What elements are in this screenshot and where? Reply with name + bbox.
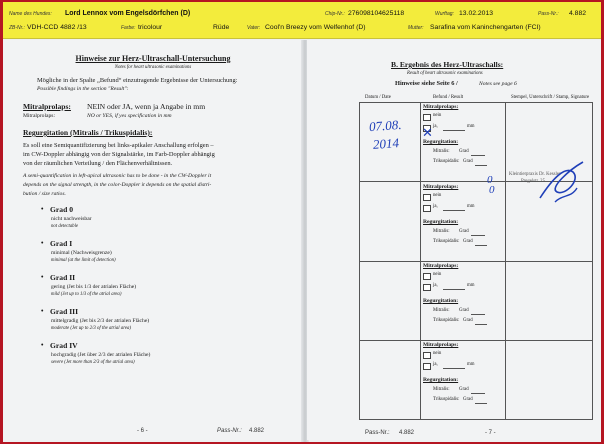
trikuspidalis-label: Trikuspidalis: [433, 318, 460, 323]
grade-name: Grad IV [50, 341, 78, 350]
grade-name: Grad II [50, 273, 76, 282]
mitralis-label: Mitralis: [433, 387, 450, 392]
sire-label: Vater: [247, 25, 261, 31]
regurgitation-label: Regurgitation: [423, 219, 459, 225]
mitral-text: NEIN oder JA, wenn ja Angabe in mm [87, 102, 206, 111]
right-page [307, 40, 601, 440]
regurg-de-1: Es soll eine Semiquantifizierung bei links-apikaler Anschallung erfolgen – [23, 142, 214, 149]
footer-pass-label: Pass-Nr.: [365, 430, 390, 436]
footer-pass-number: 4.882 [399, 430, 415, 436]
mm-input-line [443, 368, 465, 369]
grade-bullet: • [41, 341, 44, 349]
footer-pass-number: 4.882 [249, 428, 265, 434]
trikuspidalis-label: Trikuspidalis: [433, 159, 460, 164]
grade-desc-de: minimal (Nachweisgrenze) [51, 250, 112, 256]
page-number: - 6 - [137, 428, 148, 434]
whelp-label: Wurftag: [435, 11, 454, 17]
passport-document [3, 2, 601, 442]
grade-label: Grad [463, 239, 473, 244]
grade-input-line [475, 324, 487, 325]
grade-desc-en: not detectable [51, 224, 79, 229]
col-header-date: Datum / Date [365, 95, 391, 100]
footer-pass-label: Pass-Nr.: [217, 428, 242, 434]
mitral-prolaps-label: Mitralprolaps: [423, 342, 459, 348]
grade-input-line [475, 245, 487, 246]
col-header-result: Befund / Result [433, 95, 464, 100]
intro-de: Mögliche in der Spalte „Befund“ einzutragende Ergebnisse der Untersuchung: [37, 77, 238, 84]
grade-label: Grad [463, 318, 473, 323]
checkbox-nein[interactable] [423, 352, 431, 359]
grade-desc-en: mild (Jet up to 1/3 of the atrial area) [51, 292, 122, 297]
handwritten-date-day: 07.08. [368, 116, 402, 135]
mm-unit-label: mm [467, 283, 475, 288]
see-page-note: Hinweise siehe Seite 6 / [395, 80, 458, 87]
option-ja-label: ja, [433, 362, 438, 367]
color-value: tricolour [138, 24, 163, 31]
grade-input-line [471, 155, 485, 156]
regurgitation-label: Regurgitation: [423, 298, 459, 304]
dog-name-label: Name des Hundes: [9, 11, 52, 17]
chip-number: 276098104625118 [348, 10, 405, 17]
trikuspidalis-label: Trikuspidalis: [433, 397, 460, 402]
regurg-de-3: von der räumlichen Verteilung / den Flächenverhältnissen. [23, 160, 173, 167]
see-page-note-en: Notes see page 6 [479, 81, 517, 87]
grade-label: Grad [459, 387, 469, 392]
grade-input-line [471, 235, 485, 236]
col-header-stamp: Stempel, Unterschrift / Stamp, Signature [511, 95, 590, 100]
zb-number: VDH-CCD 4882 /13 [27, 24, 87, 31]
grade-input-line [475, 403, 487, 404]
grade-label: Grad [459, 149, 469, 154]
mitral-prolaps-label: Mitralprolaps: [423, 184, 459, 190]
regurgitation-label: Regurgitation: [423, 377, 459, 383]
regurg-heading: Regurgitation (Mitralis / Trikuspidalis): [23, 128, 153, 137]
checkmark-nein: ✕ [422, 125, 433, 140]
regurg-de-2: im CW-Doppler abhängig von der Signalstärke, im Farb-Doppler abhängig [23, 151, 215, 158]
mm-unit-label: mm [467, 124, 475, 129]
handwritten-grade-trikuspidalis: 0 [489, 184, 495, 196]
option-ja-label: ja, [433, 204, 438, 209]
grade-bullet: • [41, 239, 44, 247]
trikuspidalis-label: Trikuspidalis: [433, 239, 460, 244]
page-number: - 7 - [485, 430, 496, 436]
mitral-prolaps-label: Mitralprolaps: [423, 104, 459, 110]
checkbox-ja[interactable] [423, 205, 431, 212]
chip-label: Chip-Nr.: [325, 11, 345, 17]
dam-label: Mutter: [408, 25, 424, 31]
regurg-en-1: A semi-quantification in left-apical ultrasonic has to be done - in the CW-Doppler it [23, 173, 212, 179]
grade-desc-en: severe (Jet more than 2/3 of the atrial area) [51, 360, 135, 365]
dog-info-header [3, 2, 601, 39]
vet-stamp-line2: Pregelstr. 25 [521, 179, 545, 184]
grade-label: Grad [459, 308, 469, 313]
checkbox-ja[interactable] [423, 284, 431, 291]
pass-label: Pass-Nr.: [538, 11, 559, 17]
option-nein-label: nein [433, 193, 442, 198]
mitral-text-en: NO or YES, if yes specification in mm [87, 113, 172, 119]
right-page-title-en: Result of heart ultrasonic examinations [407, 71, 483, 76]
mitral-label: Mitralprolaps: [23, 102, 71, 111]
mitralis-label: Mitralis: [433, 308, 450, 313]
grade-name: Grad I [50, 239, 73, 248]
vet-stamp-line1: Kleintierpraxis Dr. Kessler [509, 172, 561, 177]
mm-unit-label: mm [467, 362, 475, 367]
row-divider [360, 340, 592, 341]
grade-desc-de: nicht nachweisbar [51, 216, 92, 222]
mitralis-label: Mitralis: [433, 149, 450, 154]
option-nein-label: nein [433, 351, 442, 356]
checkbox-nein[interactable] [423, 114, 431, 121]
grade-input-line [471, 393, 485, 394]
regurgitation-label: Regurgitation: [423, 139, 459, 145]
grade-desc-de: gering (Jet bis 1/3 der atrialen Fläche) [51, 284, 137, 290]
left-page [3, 40, 303, 440]
color-label: Farbe: [121, 25, 136, 31]
grade-desc-de: mittelgradig (Jet bis 2/3 der atrialen Fläche) [51, 318, 150, 324]
grade-name: Grad III [50, 307, 79, 316]
grade-label: Grad [463, 159, 473, 164]
grade-bullet: • [41, 307, 44, 315]
mm-unit-label: mm [467, 204, 475, 209]
checkbox-ja[interactable] [423, 363, 431, 370]
intro-en: Possible findings in the section "Result": [37, 86, 129, 92]
left-page-title-en: Notes for heart ultrasonic examinations [114, 65, 192, 70]
mm-input-line [443, 210, 465, 211]
mm-input-line [443, 289, 465, 290]
grade-desc-de: hochgradig (Jet über 2/3 der atrialen Fläche) [51, 352, 151, 358]
option-ja-label: ja, [433, 124, 438, 129]
grade-bullet: • [41, 273, 44, 281]
row-divider [360, 261, 592, 262]
grade-label: Grad [459, 229, 469, 234]
grade-desc-en: moderate (Jet up to 2/3 of the atrial area) [51, 326, 132, 331]
dog-name: Lord Lennox vom Engelsdörfchen (D) [65, 10, 191, 17]
mm-input-line [443, 130, 465, 131]
handwritten-date-year: 2014 [372, 135, 400, 152]
sire-name: Cool'n Breezy vom Welfenhof (D) [265, 24, 366, 31]
regurg-en-2: depends on the signal strength, in the color-Doppler it depends on the spatial distri- [23, 182, 212, 188]
zb-label: ZB-Nr.: [9, 25, 25, 31]
signature-icon [535, 158, 587, 208]
grade-bullet: • [41, 205, 44, 213]
mitral-prolaps-label: Mitralprolaps: [423, 263, 459, 269]
grade-name: Grad 0 [50, 205, 73, 214]
regurg-en-3: bution / size ratios. [23, 191, 66, 197]
sex-value: Rüde [213, 24, 230, 31]
grade-input-line [471, 314, 485, 315]
checkbox-nein[interactable] [423, 273, 431, 280]
grade-label: Grad [463, 397, 473, 402]
mitralis-label: Mitralis: [433, 229, 450, 234]
dam-name: Sarafina vom Kaninchengarten (FCI) [430, 24, 541, 31]
option-ja-label: ja, [433, 283, 438, 288]
option-nein-label: nein [433, 113, 442, 118]
right-page-title: B. Ergebnis des Herz-Ultraschalls: [391, 60, 504, 69]
mitral-label-en: Mitralprolaps: [23, 113, 56, 119]
left-page-title: Hinweise zur Herz-Ultraschall-Untersuchung [75, 54, 231, 63]
grade-desc-en: minimal (at the limit of detection) [51, 258, 116, 263]
pass-number: 4.882 [569, 10, 587, 17]
option-nein-label: nein [433, 272, 442, 277]
whelp-date: 13.02.2013 [459, 10, 494, 17]
handwritten-grade-mitralis: 0 [487, 174, 493, 186]
grade-input-line [475, 165, 487, 166]
checkbox-nein[interactable] [423, 194, 431, 201]
